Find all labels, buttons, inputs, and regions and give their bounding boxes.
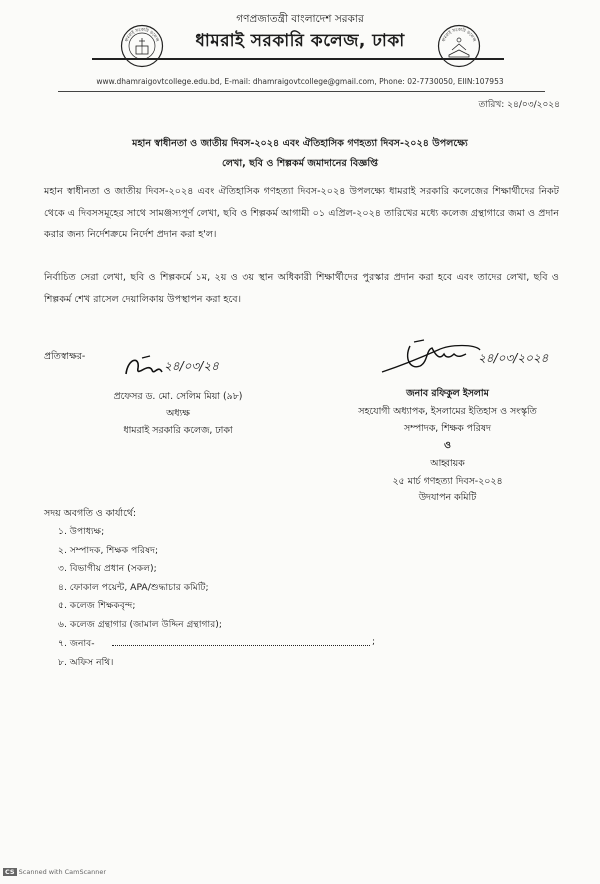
- scanner-footer: [3, 868, 106, 876]
- distribution-item: ৮. অফিস নথি।: [58, 657, 114, 668]
- blank-line-end: ;: [372, 636, 376, 647]
- distribution-item: ৬. কলেজ গ্রন্থাগার (জামাল উদ্দিন গ্রন্থাগার);: [58, 619, 222, 630]
- subject-line-2: লেখা, ছবি ও শিল্পকর্ম জমাদানের বিজ্ঞপ্তি: [221, 158, 378, 169]
- letter-date: তারিখ: ২৪/০৩/২০২৪: [478, 100, 560, 110]
- body-paragraph-2: নির্বাচিত সেরা লেখা, ছবি ও শিল্পকর্মে ১ম, ২য় ও ৩য় স্থান অধিকারী শিক্ষার্থীদের পুরস্কার প্রদান করা হবে এবং তাদের লেখা, ছবি ও শিল্পকর্ম শেখ রাসেল দেয়ালিকায় উপস্থাপন করা হবে।: [44, 272, 559, 305]
- convener-designation: সহযোগী অধ্যাপক, ইসলামের ইতিহাস ও সংস্কৃতি: [358, 406, 537, 417]
- contact-underline: [58, 91, 545, 92]
- government-title: গণপ্রজাতন্ত্রী বাংলাদেশ সরকার: [236, 13, 364, 25]
- principal-office: ধামরাই সরকারি কলেজ, ঢাকা: [123, 425, 233, 436]
- college-name: ধামরাই সরকারি কলেজ, ঢাকা: [195, 31, 405, 51]
- right-logo-label: ধামরাই সরকারি কলেজ: [440, 26, 478, 43]
- left-signature-date: ২৪/০৩/২৪: [164, 359, 219, 373]
- college-contact: www.dhamraigovtcollege.edu.bd, E-mail: dhamraigovtcollege@gmail.com, Phone: 02-7730050, EIIN:107953: [96, 77, 504, 86]
- convener-name: জনাব রফিকুল ইসলাম: [406, 388, 489, 399]
- distribution-item: ৭. জনাব-: [58, 638, 95, 649]
- principal-designation: অধ্যক্ষ: [166, 408, 190, 419]
- committee-line-1: ২৫ মার্চ গণহত্যা দিবস-২০২৪: [392, 476, 503, 487]
- distribution-item: ৫. কলেজ শিক্ষকবৃন্দ;: [58, 600, 136, 611]
- body-paragraph-1: মহান স্বাধীনতা ও জাতীয় দিবস-২০২৪ এবং ঐতিহাসিক গণহত্যা দিবস-২০২৪ উপলক্ষ্যে ধামরাই সরকারি কলেজের শিক্ষার্থীদের নিকট থেকে এ দিবসসমূহের সাথে সামঞ্জস্যপূর্ণ লেখা, ছবি ও শিল্পকর্ম আগামী ০১ এপ্রিল-২০২৪ তারিখের মধ্যে কলেজ গ্রন্থাগারে জমা ও প্রদান করার জন্য নির্দেশক্রমে নির্দেশ প্রদান করা হ'ল।: [44, 186, 559, 240]
- distribution-item: ৪. ফোকাল পয়েন্ট, APA/শুদ্ধাচার কমিটি;: [58, 582, 209, 593]
- distribution-item: ৩. বিভাগীয় প্রধান (সকল);: [58, 563, 157, 574]
- blank-fill-line: [112, 645, 370, 646]
- subject-line-1: মহান স্বাধীনতা ও জাতীয় দিবস-২০২৪ এবং ঐতিহাসিক গণহত্যা দিবস-২০২৪ উপলক্ষ্যে: [132, 138, 468, 149]
- scanner-text: Scanned with CamScanner: [18, 868, 107, 876]
- distribution-item: ১. উপাধ্যক্ষ;: [58, 526, 105, 537]
- left-logo-label: ধামরাই সরকারি কলেজ: [123, 26, 161, 43]
- scanner-badge: CS: [5, 868, 15, 876]
- college-seal-icon: [437, 24, 481, 68]
- distribution-item: ২. সম্পাদক, শিক্ষক পরিষদ;: [58, 545, 159, 556]
- distribution-heading: সদয় অবগতি ও কার্যার্থে:: [44, 508, 137, 519]
- countersign-label: প্রতিস্বাক্ষর-: [44, 351, 86, 362]
- left-signature: [118, 352, 228, 386]
- right-signature: [380, 336, 570, 378]
- convener-role-1: সম্পাদক, শিক্ষক পরিষদ: [404, 423, 491, 434]
- college-logo-left: [120, 24, 164, 68]
- college-logo-right: [437, 24, 481, 68]
- committee-line-2: উদযাপন কমিটি: [418, 492, 477, 503]
- convener-conjunction: ও: [444, 440, 451, 451]
- convener-role-2: আহ্বায়ক: [430, 458, 465, 469]
- right-signature-date: ২৪/০৩/২০২৪: [478, 351, 549, 365]
- college-emblem-icon: [120, 24, 164, 68]
- principal-name: প্রফেসর ড. মো. সেলিম মিয়া (৯৮): [113, 391, 243, 402]
